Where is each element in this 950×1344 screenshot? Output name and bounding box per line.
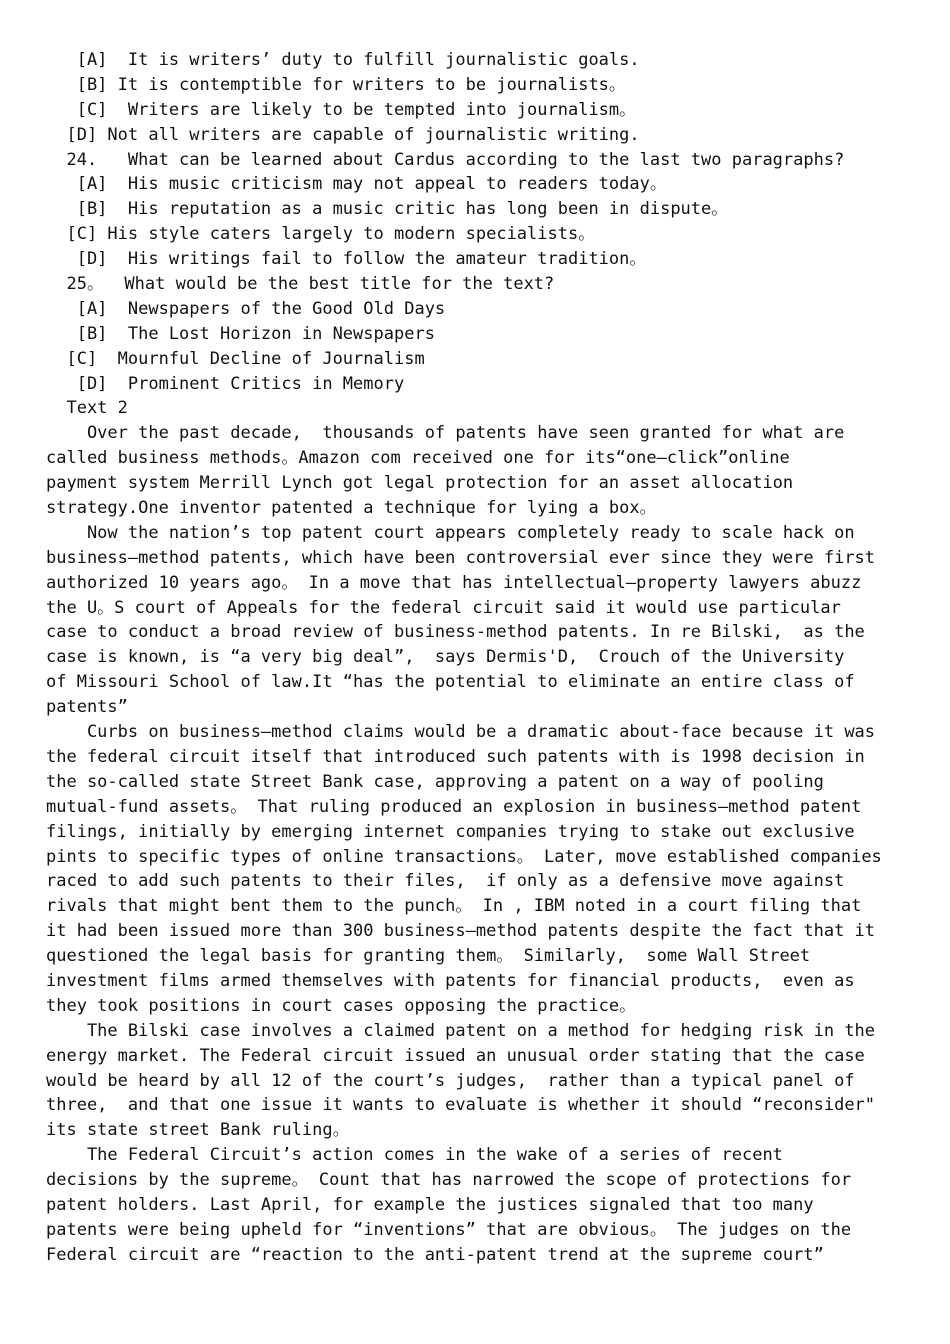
text-line: 24. What can be learned about Cardus according to the last two paragraphs? [46, 149, 845, 170]
text-line: its state street Bank ruling。 [46, 1120, 350, 1141]
text-line: [B] The Lost Horizon in Newspapers [46, 323, 435, 344]
text-line: filings, initially by emerging internet companies trying to stake out exclusive [46, 821, 855, 842]
text-line: of Missouri School of law.It “has the potential to eliminate an entire class of [46, 672, 855, 693]
text-line: the federal circuit itself that introduced such patents with is 1998 decision in [46, 746, 865, 767]
text-line: patents were being upheld for “inventions” that are obvious。 The judges on the [46, 1219, 852, 1240]
text-line: [C] His style caters largely to modern specialists。 [46, 224, 596, 245]
text-line: payment system Merrill Lynch got legal protection for an asset allocation [46, 473, 794, 494]
text-line: [D] Not all writers are capable of journalistic writing. [46, 124, 640, 145]
text-line: patent holders. Last April, for example the justices signaled that too many [46, 1194, 814, 1215]
text-line: decisions by the supreme。 Count that has narrowed the scope of protections for [46, 1170, 852, 1191]
text-line: authorized 10 years ago。 In a move that has intellectual—property lawyers abuzz [46, 572, 862, 593]
text-line: [A] Newspapers of the Good Old Days [46, 298, 446, 319]
text-line: [D] His writings fail to follow the amateur tradition。 [46, 249, 647, 270]
text-line: patents” [46, 697, 128, 718]
text-line: Federal circuit are “reaction to the anti-patent trend at the supreme court” [46, 1244, 824, 1265]
text-line: [D] Prominent Critics in Memory [46, 373, 405, 394]
text-line: investment films armed themselves with patents for financial products, even as [46, 970, 855, 991]
text-line: [A] His music criticism may not appeal to readers today。 [46, 174, 667, 195]
text-line: case to conduct a broad review of business-method patents. In re Bilski, as the [46, 622, 865, 643]
text-line: Now the nation’s top patent court appears completely ready to scale hack on [46, 522, 855, 543]
text-line: called business methods。Amazon com received one for its“one—click”online [46, 448, 790, 469]
text-line: Text 2 [46, 398, 128, 419]
text-line: raced to add such patents to their files, if only as a defensive move against [46, 871, 845, 892]
text-line: rivals that might bent them to the punch。 In , IBM noted in a court filing that [46, 896, 862, 917]
text-line: Curbs on business—method claims would be a dramatic about-face because it was [46, 722, 876, 743]
text-line: 25。 What would be the best title for the text? [46, 274, 555, 295]
text-line: Over the past decade, thousands of patents have seen granted for what are [46, 423, 845, 444]
text-line: three, and that one issue it wants to evaluate is whether it should “reconsider" [46, 1095, 876, 1116]
text-line: they took positions in court cases opposing the practice。 [46, 995, 637, 1016]
text-line: the so-called state Street Bank case, approving a patent on a way of pooling [46, 771, 824, 792]
text-line: business—method patents, which have been controversial ever since they were first [46, 547, 876, 568]
text-line: [C] Writers are likely to be tempted into journalism。 [46, 99, 637, 120]
text-line: [B] His reputation as a music critic has long been in dispute。 [46, 199, 729, 220]
text-line: questioned the legal basis for granting them。 Similarly, some Wall Street [46, 946, 811, 967]
text-line: strategy.One inventor patented a technique for lying a box。 [46, 498, 657, 519]
text-line: [C] Mournful Decline of Journalism [46, 348, 425, 369]
text-line: energy market. The Federal circuit issued an unusual order stating that the case [46, 1045, 865, 1066]
text-line: pints to specific types of online transactions。 Later, move established companies [46, 846, 882, 867]
text-line: [A] It is writers’ duty to fulfill journalistic goals. [46, 50, 640, 70]
text-line: The Federal Circuit’s action comes in the wake of a series of recent [46, 1145, 783, 1166]
text-line: case is known, is “a very big deal”, says Dermis'D, Crouch of the University [46, 647, 845, 668]
text-line: [B] It is contemptible for writers to be journalists。 [46, 74, 626, 95]
text-line: mutual-fund assets。 That ruling produced an explosion in business—method patent [46, 796, 862, 817]
document-body [46, 48, 906, 1268]
text-line: The Bilski case involves a claimed patent on a method for hedging risk in the [46, 1020, 876, 1041]
text-line: would be heard by all 12 of the court’s judges, rather than a typical panel of [46, 1070, 855, 1091]
text-line: the U。S court of Appeals for the federal circuit said it would use particular [46, 597, 841, 618]
text-line: it had been issued more than 300 business—method patents despite the fact that it [46, 921, 876, 942]
